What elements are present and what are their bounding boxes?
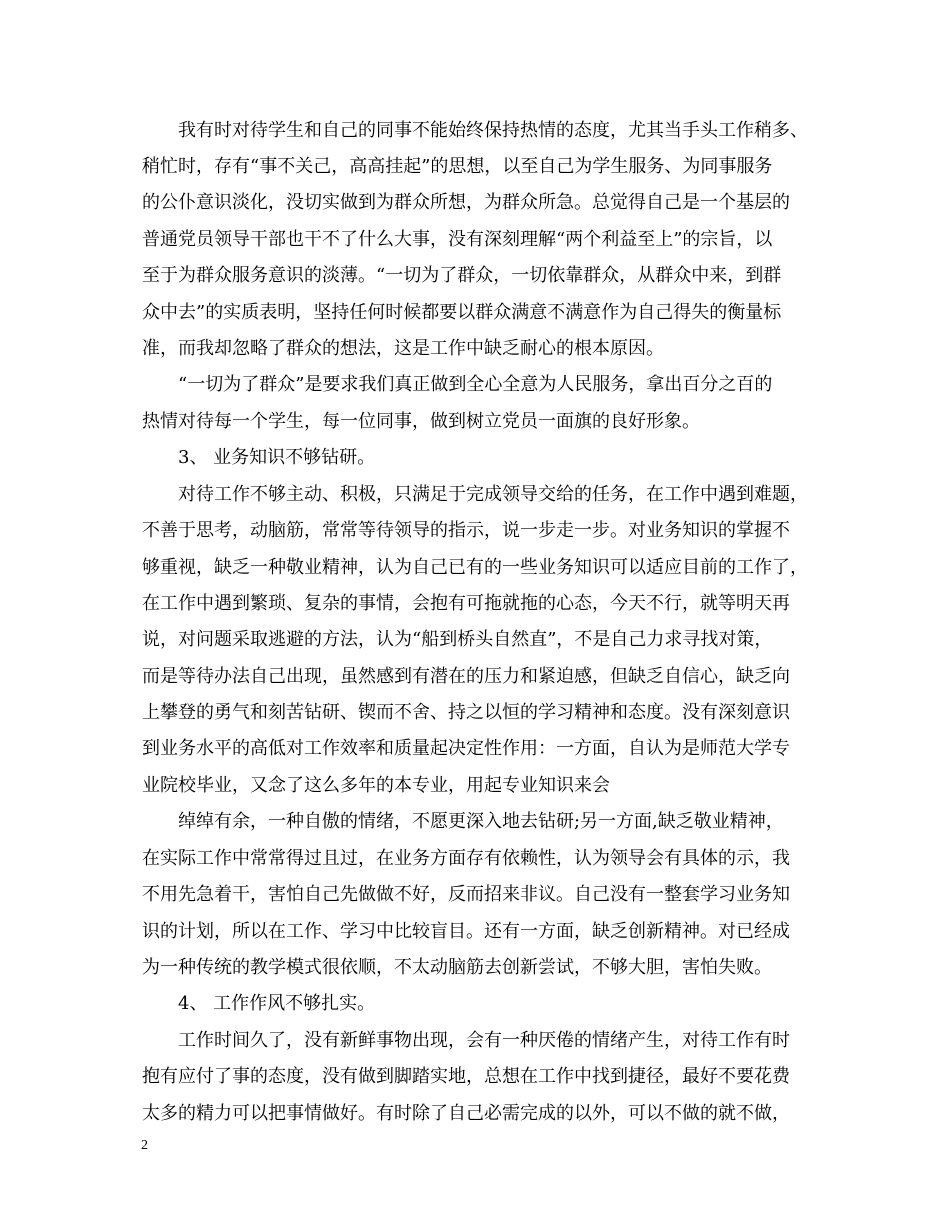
paragraph-line: 够重视，缺乏一种敬业精神，认为自己已有的一些业务知识可以适应目前的工作了， <box>142 557 808 578</box>
section-heading: 4、 工作作风不够扎实。 <box>178 993 376 1014</box>
paragraph-line: 在工作中遇到繁琐、复杂的事情，会抱有可拖就拖的心态，今天不行，就等明天再 <box>142 593 790 614</box>
paragraph-line: 绰绰有余，一种自傲的情绪，不愿更深入地去钻研;另一方面,缺乏敬业精神， <box>178 811 784 832</box>
paragraph-line: 工作时间久了，没有新鲜事物出现，会有一种厌倦的情绪产生，对待工作有时 <box>178 1030 790 1051</box>
paragraph-line: 准，而我却忽略了群众的想法，这是工作中缺乏耐心的根本原因。 <box>142 338 664 359</box>
paragraph-line: 说，对问题采取逃避的方法，认为“船到桥头自然直”，不是自己力求寻找对策， <box>142 629 773 650</box>
paragraph-line: 众中去”的实质表明，坚持任何时候都要以群众满意不满意作为自己得失的衡量标 <box>142 302 782 323</box>
paragraph-line: 上攀登的勇气和刻苦钻研、锲而不舍、持之以恒的学习精神和态度。没有深刻意识 <box>142 702 790 723</box>
paragraph-line: 抱有应付了事的态度，没有做到脚踏实地，总想在工作中找到捷径，最好不要花费 <box>142 1066 790 1087</box>
paragraph-line: 至于为群众服务意识的淡薄。“一切为了群众，一切依靠群众，从群众中来，到群 <box>142 265 782 286</box>
paragraph-line: 业院校毕业，又念了这么多年的本专业，用起专业知识来会 <box>142 775 610 796</box>
paragraph-line: 而是等待办法自己出现，虽然感到有潜在的压力和紧迫感，但缺乏自信心，缺乏向 <box>142 666 790 687</box>
paragraph-line: 在实际工作中常常得过且过，在业务方面存有依赖性，认为领导会有具体的示，我 <box>142 848 790 869</box>
paragraph-line: 太多的精力可以把事情做好。有时除了自己必需完成的以外，可以不做的就不做， <box>142 1103 790 1124</box>
paragraph-line: 不善于思考，动脑筋，常常等待领导的指示，说一步走一步。对业务知识的掌握不 <box>142 520 790 541</box>
paragraph-line: 到业务水平的高低对工作效率和质量起决定性作用：一方面，自认为是师范大学专 <box>142 738 790 759</box>
paragraph-line: 的公仆意识淡化，没切实做到为群众所想，为群众所急。总觉得自己是一个基层的 <box>142 192 790 213</box>
paragraph-line: 不用先急着干，害怕自己先做做不好，反而招来非议。自己没有一整套学习业务知 <box>142 884 790 905</box>
paragraph-line: 我有时对待学生和自己的同事不能始终保持热情的态度，尤其当手头工作稍多、 <box>178 120 808 141</box>
section-heading: 3、 业务知识不够钻研。 <box>178 447 376 468</box>
paragraph-line: 对待工作不够主动、积极，只满足于完成领导交给的任务，在工作中遇到难题， <box>178 484 808 505</box>
paragraph-line: 识的计划，所以在工作、学习中比较盲目。还有一方面，缺乏创新精神。对已经成 <box>142 921 790 942</box>
paragraph-line: 热情对待每一个学生，每一位同事，做到树立党员一面旗的良好形象。 <box>142 411 700 432</box>
paragraph-line: “一切为了群众”是要求我们真正做到全心全意为人民服务，拿出百分之百的 <box>178 374 773 395</box>
paragraph-line: 为一种传统的教学模式很依顺，不太动脑筋去创新尝试，不够大胆，害怕失败。 <box>142 957 772 978</box>
paragraph-line: 普通党员领导干部也干不了什么大事，没有深刻理解“两个利益至上”的宗旨，以 <box>142 229 773 250</box>
paragraph-line: 稍忙时，存有“事不关己，高高挂起”的思想，以至自己为学生服务、为同事服务 <box>142 156 773 177</box>
page-number: 2 <box>141 1138 148 1153</box>
